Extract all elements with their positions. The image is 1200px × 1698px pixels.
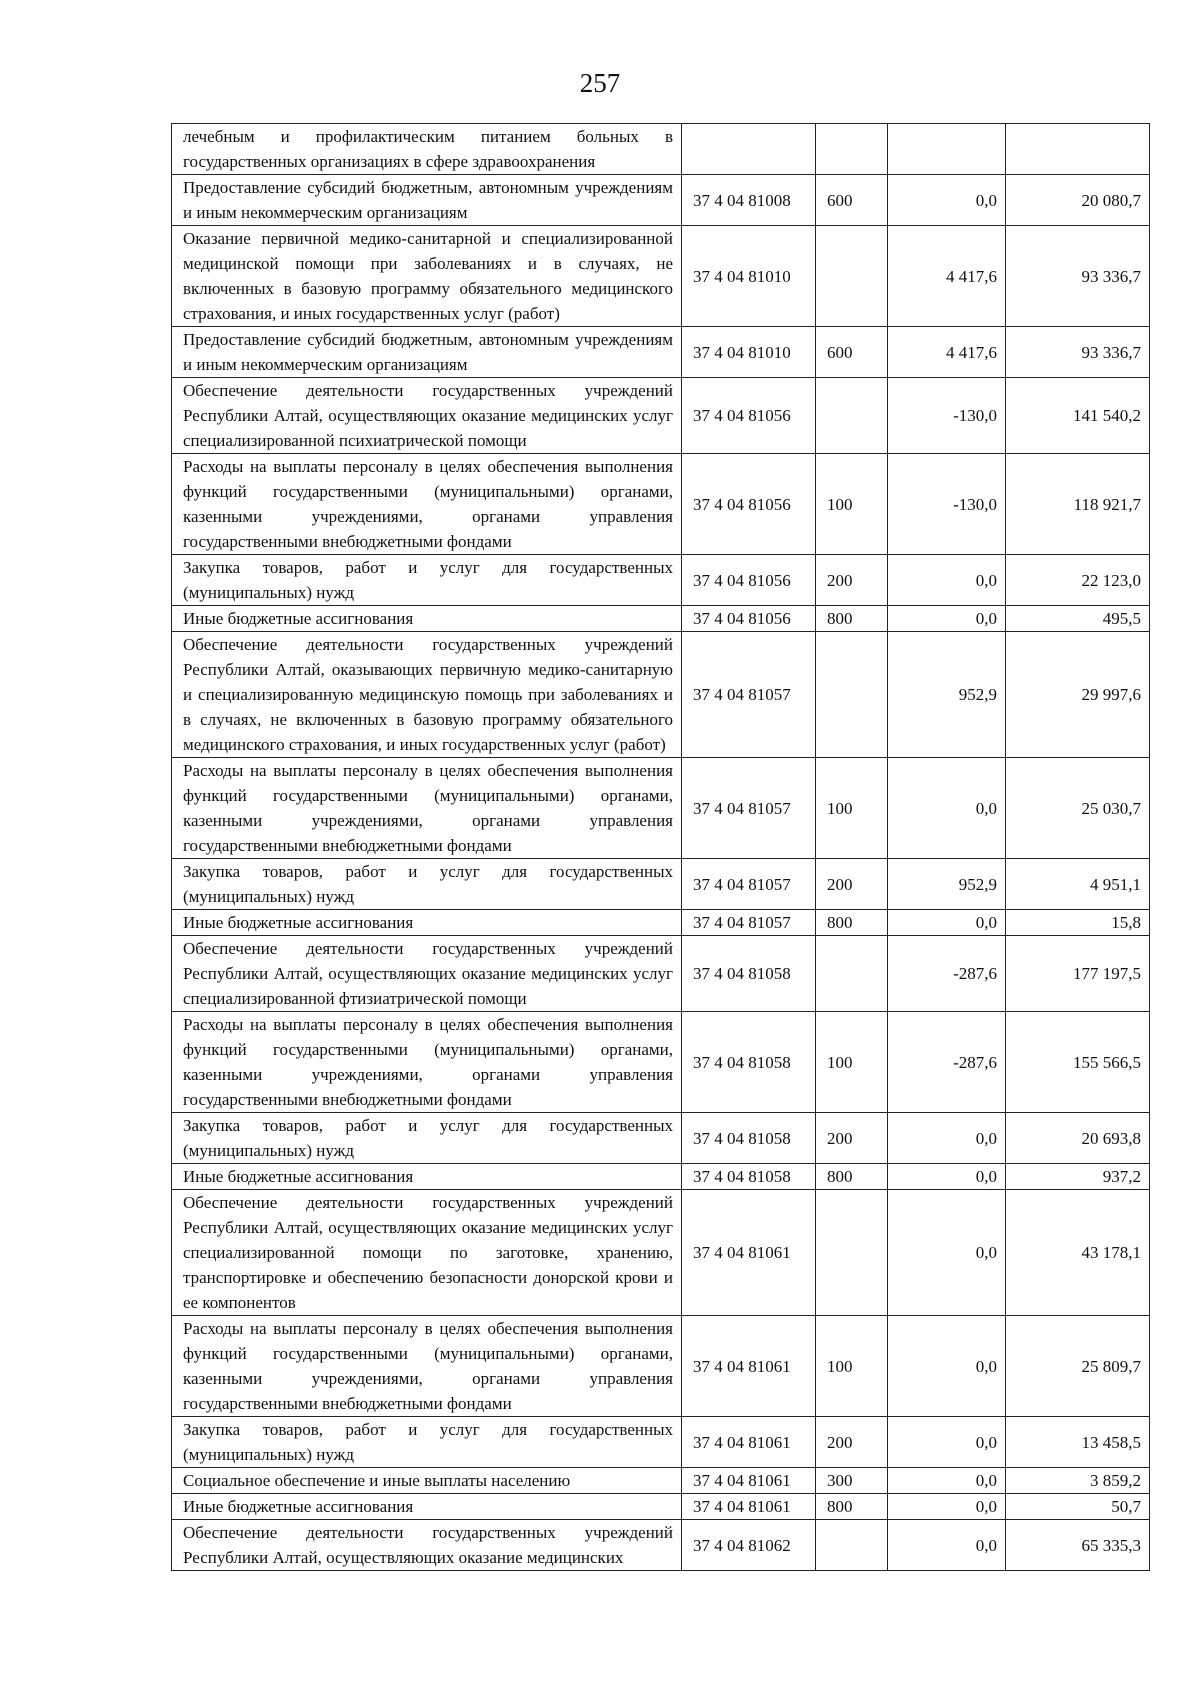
expense-type-cell: 600	[816, 327, 888, 378]
expense-name-cell: Оказание первичной медико-санитарной и специализированной медицинской помощи при заболеваниях и в случаях, не включенных в базовую программу обязательного медицинского страхования, и иных государственных услуг (работ)	[172, 226, 682, 327]
table-row	[172, 1113, 1150, 1164]
total-amount-cell: 3 859,2	[1006, 1468, 1150, 1494]
expense-type-cell	[816, 632, 888, 758]
change-amount-cell: -287,6	[888, 936, 1006, 1012]
expense-type-cell: 800	[816, 1494, 888, 1520]
total-amount-cell: 65 335,3	[1006, 1520, 1150, 1571]
expense-type-cell: 800	[816, 606, 888, 632]
expense-type-cell	[816, 1520, 888, 1571]
table-row	[172, 936, 1150, 1012]
table-row	[172, 1468, 1150, 1494]
change-amount-cell: 4 417,6	[888, 226, 1006, 327]
target-code-cell: 37 4 04 81010	[682, 327, 816, 378]
table-row	[172, 1164, 1150, 1190]
table-row	[172, 632, 1150, 758]
expense-name-cell: Предоставление субсидий бюджетным, автономным учреждениям и иным некоммерческим организациям	[172, 175, 682, 226]
target-code-cell: 37 4 04 81061	[682, 1494, 816, 1520]
expense-name-cell: Социальное обеспечение и иные выплаты населению	[172, 1468, 682, 1494]
expense-name-cell: Иные бюджетные ассигнования	[172, 606, 682, 632]
expense-type-cell: 300	[816, 1468, 888, 1494]
change-amount-cell: 0,0	[888, 1316, 1006, 1417]
target-code-cell: 37 4 04 81008	[682, 175, 816, 226]
total-amount-cell: 25 809,7	[1006, 1316, 1150, 1417]
total-amount-cell: 495,5	[1006, 606, 1150, 632]
expense-name-cell: Обеспечение деятельности государственных учреждений Республики Алтай, осуществляющих оказание медицинских	[172, 1520, 682, 1571]
change-amount-cell: -130,0	[888, 454, 1006, 555]
expense-name-cell: Закупка товаров, работ и услуг для государственных (муниципальных) нужд	[172, 1113, 682, 1164]
change-amount-cell: 0,0	[888, 1417, 1006, 1468]
table-row	[172, 910, 1150, 936]
expense-name-cell: Иные бюджетные ассигнования	[172, 910, 682, 936]
change-amount-cell: 4 417,6	[888, 327, 1006, 378]
total-amount-cell: 4 951,1	[1006, 859, 1150, 910]
table-row	[172, 226, 1150, 327]
table-row	[172, 175, 1150, 226]
expense-type-cell	[816, 1190, 888, 1316]
change-amount-cell: 0,0	[888, 1468, 1006, 1494]
expense-type-cell: 100	[816, 454, 888, 555]
expense-name-cell: Обеспечение деятельности государственных учреждений Республики Алтай, оказывающих первичную медико-санитарную и специализированную медицинскую помощь при заболеваниях и в случаях, не включенных в базовую программу обязательного медицинского страхования, и иных государственных услуг (работ)	[172, 632, 682, 758]
expense-name-cell: Закупка товаров, работ и услуг для государственных (муниципальных) нужд	[172, 859, 682, 910]
table-row	[172, 1316, 1150, 1417]
expense-type-cell: 100	[816, 1316, 888, 1417]
expense-name-cell: Расходы на выплаты персоналу в целях обеспечения выполнения функций государственными (муниципальными) органами, казенными учреждениями, органами управления государственными внебюджетными фондами	[172, 758, 682, 859]
table-row	[172, 378, 1150, 454]
expense-type-cell: 200	[816, 1113, 888, 1164]
table-row	[172, 454, 1150, 555]
expense-name-cell: Расходы на выплаты персоналу в целях обеспечения выполнения функций государственными (муниципальными) органами, казенными учреждениями, органами управления государственными внебюджетными фондами	[172, 1012, 682, 1113]
table-row	[172, 555, 1150, 606]
change-amount-cell: 0,0	[888, 758, 1006, 859]
expense-type-cell: 800	[816, 1164, 888, 1190]
change-amount-cell: -287,6	[888, 1012, 1006, 1113]
change-amount-cell: 0,0	[888, 555, 1006, 606]
expense-type-cell	[816, 936, 888, 1012]
expense-name-cell: Обеспечение деятельности государственных учреждений Республики Алтай, осуществляющих оказание медицинских услуг специализированной фтизиатрической помощи	[172, 936, 682, 1012]
table-row	[172, 327, 1150, 378]
change-amount-cell	[888, 124, 1006, 175]
total-amount-cell: 118 921,7	[1006, 454, 1150, 555]
expense-type-cell: 600	[816, 175, 888, 226]
total-amount-cell: 22 123,0	[1006, 555, 1150, 606]
expense-type-cell: 200	[816, 859, 888, 910]
table-row	[172, 1520, 1150, 1571]
target-code-cell: 37 4 04 81058	[682, 936, 816, 1012]
expense-name-cell: Закупка товаров, работ и услуг для государственных (муниципальных) нужд	[172, 555, 682, 606]
total-amount-cell: 20 080,7	[1006, 175, 1150, 226]
change-amount-cell: -130,0	[888, 378, 1006, 454]
expense-type-cell	[816, 226, 888, 327]
total-amount-cell	[1006, 124, 1150, 175]
total-amount-cell: 25 030,7	[1006, 758, 1150, 859]
target-code-cell: 37 4 04 81056	[682, 555, 816, 606]
target-code-cell: 37 4 04 81057	[682, 859, 816, 910]
total-amount-cell: 937,2	[1006, 1164, 1150, 1190]
total-amount-cell: 29 997,6	[1006, 632, 1150, 758]
table-row	[172, 758, 1150, 859]
expense-name-cell: Обеспечение деятельности государственных учреждений Республики Алтай, осуществляющих оказание медицинских услуг специализированной психиатрической помощи	[172, 378, 682, 454]
total-amount-cell: 43 178,1	[1006, 1190, 1150, 1316]
total-amount-cell: 155 566,5	[1006, 1012, 1150, 1113]
total-amount-cell: 93 336,7	[1006, 327, 1150, 378]
total-amount-cell: 141 540,2	[1006, 378, 1150, 454]
change-amount-cell: 0,0	[888, 1164, 1006, 1190]
expense-type-cell	[816, 378, 888, 454]
total-amount-cell: 50,7	[1006, 1494, 1150, 1520]
change-amount-cell: 0,0	[888, 606, 1006, 632]
expense-name-cell: Расходы на выплаты персоналу в целях обеспечения выполнения функций государственными (муниципальными) органами, казенными учреждениями, органами управления государственными внебюджетными фондами	[172, 1316, 682, 1417]
table-row	[172, 1190, 1150, 1316]
expense-name-cell: лечебным и профилактическим питанием больных в государственных организациях в сфере здравоохранения	[172, 124, 682, 175]
target-code-cell: 37 4 04 81058	[682, 1012, 816, 1113]
table-row	[172, 1417, 1150, 1468]
target-code-cell: 37 4 04 81057	[682, 910, 816, 936]
target-code-cell: 37 4 04 81056	[682, 454, 816, 555]
expense-type-cell	[816, 124, 888, 175]
budget-table	[171, 123, 1150, 1571]
total-amount-cell: 20 693,8	[1006, 1113, 1150, 1164]
target-code-cell: 37 4 04 81062	[682, 1520, 816, 1571]
target-code-cell: 37 4 04 81058	[682, 1164, 816, 1190]
table-row	[172, 859, 1150, 910]
expense-name-cell: Расходы на выплаты персоналу в целях обеспечения выполнения функций государственными (муниципальными) органами, казенными учреждениями, органами управления государственными внебюджетными фондами	[172, 454, 682, 555]
target-code-cell: 37 4 04 81061	[682, 1190, 816, 1316]
budget-table-body	[172, 124, 1150, 1571]
target-code-cell: 37 4 04 81056	[682, 606, 816, 632]
expense-type-cell: 100	[816, 1012, 888, 1113]
target-code-cell: 37 4 04 81056	[682, 378, 816, 454]
total-amount-cell: 177 197,5	[1006, 936, 1150, 1012]
target-code-cell: 37 4 04 81010	[682, 226, 816, 327]
expense-name-cell: Обеспечение деятельности государственных учреждений Республики Алтай, осуществляющих оказание медицинских услуг специализированной помощи по заготовке, хранению, транспортировке и обеспечению безопасности донорской крови и ее компонентов	[172, 1190, 682, 1316]
expense-name-cell: Закупка товаров, работ и услуг для государственных (муниципальных) нужд	[172, 1417, 682, 1468]
change-amount-cell: 0,0	[888, 910, 1006, 936]
expense-name-cell: Иные бюджетные ассигнования	[172, 1494, 682, 1520]
target-code-cell: 37 4 04 81061	[682, 1417, 816, 1468]
table-row	[172, 1012, 1150, 1113]
total-amount-cell: 13 458,5	[1006, 1417, 1150, 1468]
table-row	[172, 1494, 1150, 1520]
expense-name-cell: Предоставление субсидий бюджетным, автономным учреждениям и иным некоммерческим организациям	[172, 327, 682, 378]
change-amount-cell: 0,0	[888, 1520, 1006, 1571]
change-amount-cell: 0,0	[888, 1190, 1006, 1316]
target-code-cell: 37 4 04 81058	[682, 1113, 816, 1164]
target-code-cell: 37 4 04 81061	[682, 1468, 816, 1494]
change-amount-cell: 0,0	[888, 1494, 1006, 1520]
table-row	[172, 606, 1150, 632]
table-row	[172, 124, 1150, 175]
expense-name-cell: Иные бюджетные ассигнования	[172, 1164, 682, 1190]
page-number: 257	[579, 68, 621, 98]
change-amount-cell: 0,0	[888, 1113, 1006, 1164]
change-amount-cell: 0,0	[888, 175, 1006, 226]
target-code-cell: 37 4 04 81057	[682, 758, 816, 859]
expense-type-cell: 100	[816, 758, 888, 859]
total-amount-cell: 15,8	[1006, 910, 1150, 936]
total-amount-cell: 93 336,7	[1006, 226, 1150, 327]
expense-type-cell: 800	[816, 910, 888, 936]
change-amount-cell: 952,9	[888, 632, 1006, 758]
target-code-cell: 37 4 04 81057	[682, 632, 816, 758]
expense-type-cell: 200	[816, 555, 888, 606]
expense-type-cell: 200	[816, 1417, 888, 1468]
target-code-cell	[682, 124, 816, 175]
change-amount-cell: 952,9	[888, 859, 1006, 910]
target-code-cell: 37 4 04 81061	[682, 1316, 816, 1417]
